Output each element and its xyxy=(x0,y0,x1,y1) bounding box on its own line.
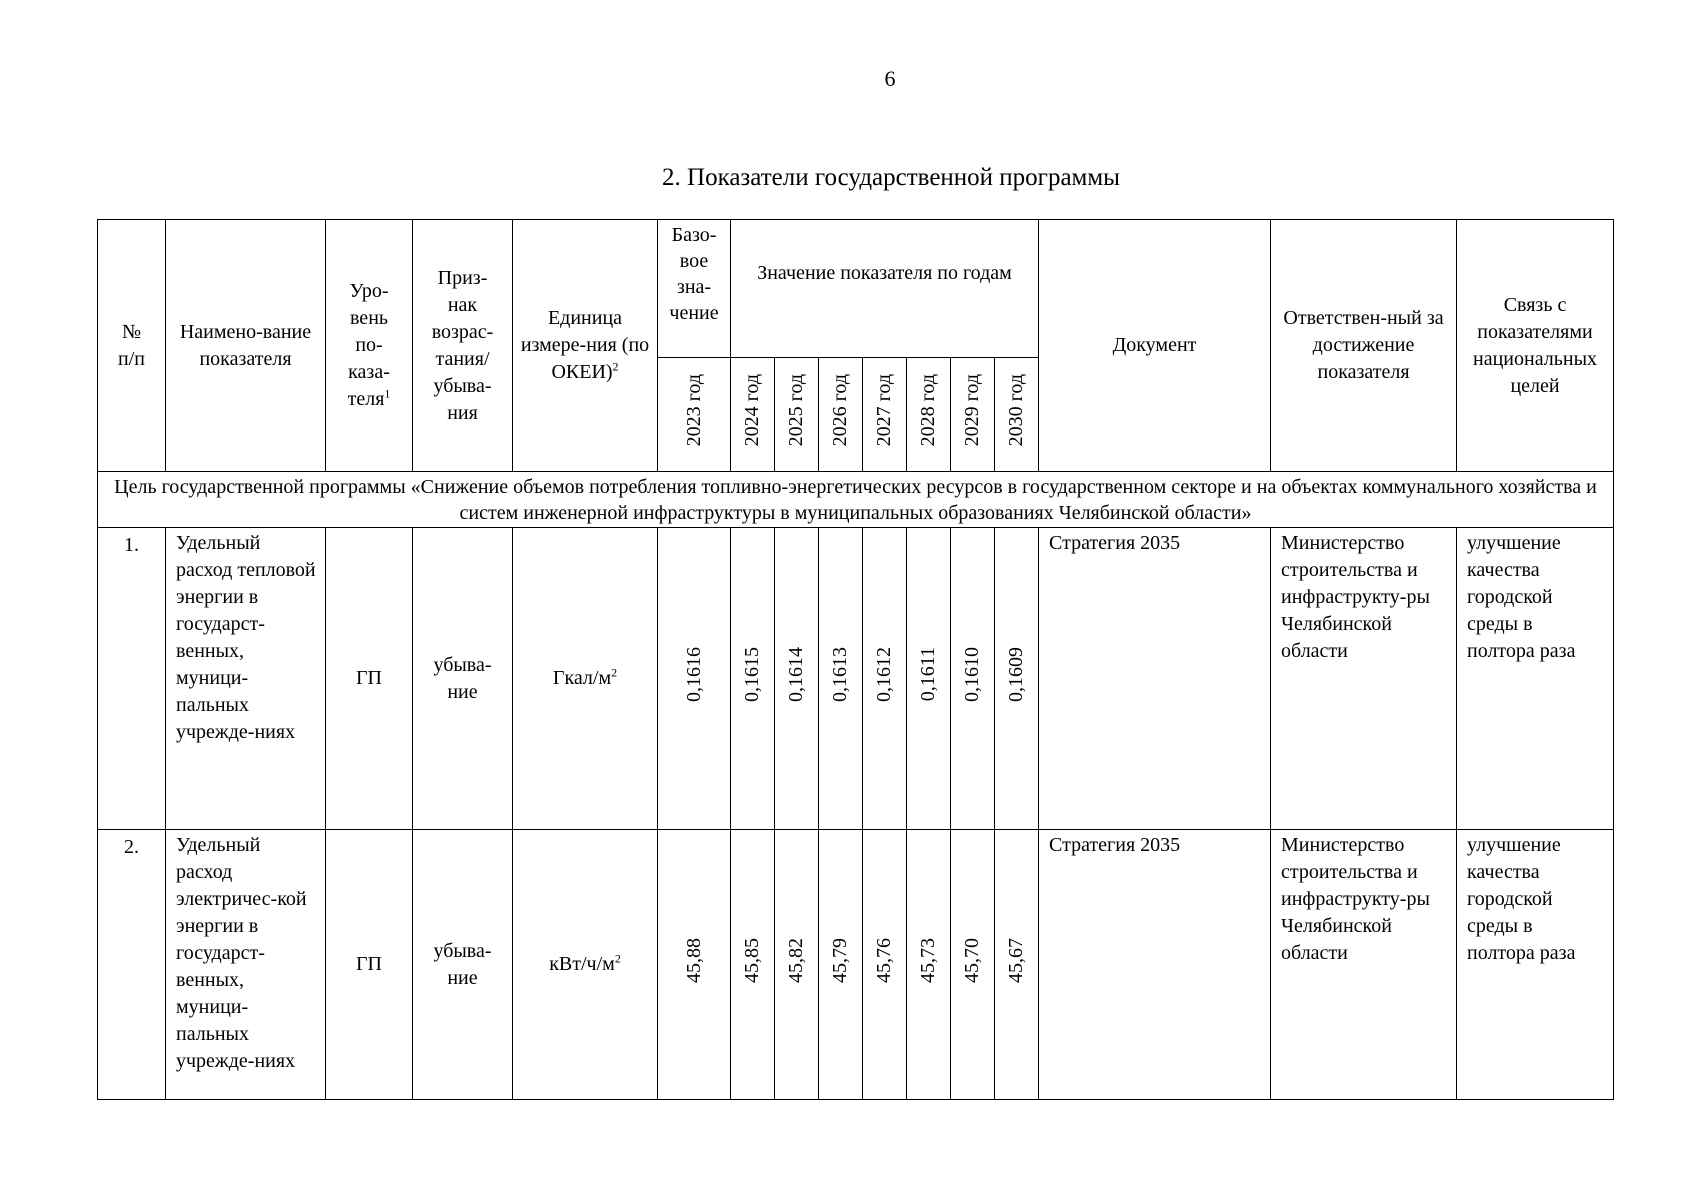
header-sign: Приз-нак возрас-тания/ убыва-ния xyxy=(413,220,513,472)
indicator-base-value: 45,88 xyxy=(658,830,731,1100)
header-responsible: Ответствен-ный за достижение показателя xyxy=(1271,220,1457,472)
header-link: Связь с показателями национальных целей xyxy=(1457,220,1614,472)
indicator-value: 0,1615 xyxy=(731,528,775,830)
indicator-value: 0,1612 xyxy=(863,528,907,830)
indicator-value: 0,1610 xyxy=(951,528,995,830)
table-row xyxy=(98,528,1614,830)
header-year: 2025 год xyxy=(775,358,819,472)
indicator-responsible: Министерство строительства и инфраструкту-ры Челябинской области xyxy=(1271,528,1457,830)
page-title: 2. Показатели государственной программы xyxy=(662,164,1120,191)
indicator-sign: убыва-ние xyxy=(413,830,513,1100)
indicator-sign: убыва-ние xyxy=(413,528,513,830)
indicator-link: улучшение качества городской среды в полтора раза xyxy=(1457,830,1614,1100)
indicator-level: ГП xyxy=(326,528,413,830)
indicator-value: 45,73 xyxy=(907,830,951,1100)
indicator-base-value: 0,1616 xyxy=(658,528,731,830)
header-base-year: 2023 год xyxy=(658,358,731,472)
indicator-link: улучшение качества городской среды в полтора раза xyxy=(1457,528,1614,830)
header-unit: Единица измере-ния (по ОКЕИ)$^2$ xyxy=(513,220,658,472)
indicator-name: Удельный расход электричес-кой энергии в государст-венных, муници-пальных учрежде-ниях xyxy=(166,830,326,1100)
header-year: 2028 год xyxy=(907,358,951,472)
indicator-value: 45,82 xyxy=(775,830,819,1100)
program-goal: Цель государственной программы «Снижение объемов потребления топливно-энергетических ресурсов в государственном секторе и на объектах коммунального хозяйства и систем инженерной инфраструктуры в муниципальных образованиях Челябинской области» xyxy=(98,472,1614,528)
page-number: 6 xyxy=(884,66,896,91)
header-document: Документ xyxy=(1039,220,1271,472)
header-base: Базо-вое зна-чение xyxy=(658,220,731,358)
indicator-value: 0,1609 xyxy=(995,528,1039,830)
indicator-value: 45,79 xyxy=(819,830,863,1100)
header-year: 2026 год xyxy=(819,358,863,472)
indicator-document: Стратегия 2035 xyxy=(1039,528,1271,830)
header-num: № п/п xyxy=(98,220,166,472)
header-row-top xyxy=(98,220,1614,358)
indicator-unit: кВт/$ч/м^2$ xyxy=(513,830,658,1100)
indicator-value: 0,1614 xyxy=(775,528,819,830)
goal-row xyxy=(98,472,1614,528)
indicator-responsible: Министерство строительства и инфраструкту-ры Челябинской области xyxy=(1271,830,1457,1100)
header-name: Наимено-вание показателя xyxy=(166,220,326,472)
header-year: 2030 год xyxy=(995,358,1039,472)
indicator-level: ГП xyxy=(326,830,413,1100)
indicator-name: Удельный расход тепловой энергии в государст-венных, муници-пальных учрежде-ниях xyxy=(166,528,326,830)
row-number: 2. xyxy=(98,830,166,1100)
header-year: 2027 год xyxy=(863,358,907,472)
indicator-value: 0,1611 xyxy=(907,528,951,830)
table-row xyxy=(98,830,1614,1100)
header-year: 2024 год xyxy=(731,358,775,472)
header-values-group: Значение показателя по годам xyxy=(731,220,1039,358)
header-level: Уро-вень по-каза-теля$^1$ xyxy=(326,220,413,472)
indicator-value: 45,76 xyxy=(863,830,907,1100)
indicator-document: Стратегия 2035 xyxy=(1039,830,1271,1100)
indicators-table xyxy=(97,219,1614,1100)
header-year: 2029 год xyxy=(951,358,995,472)
indicator-value: 45,70 xyxy=(951,830,995,1100)
indicator-unit: Гкал/$м^2$ xyxy=(513,528,658,830)
indicator-value: 0,1613 xyxy=(819,528,863,830)
row-number: 1. xyxy=(98,528,166,830)
indicator-value: 45,67 xyxy=(995,830,1039,1100)
indicator-value: 45,85 xyxy=(731,830,775,1100)
